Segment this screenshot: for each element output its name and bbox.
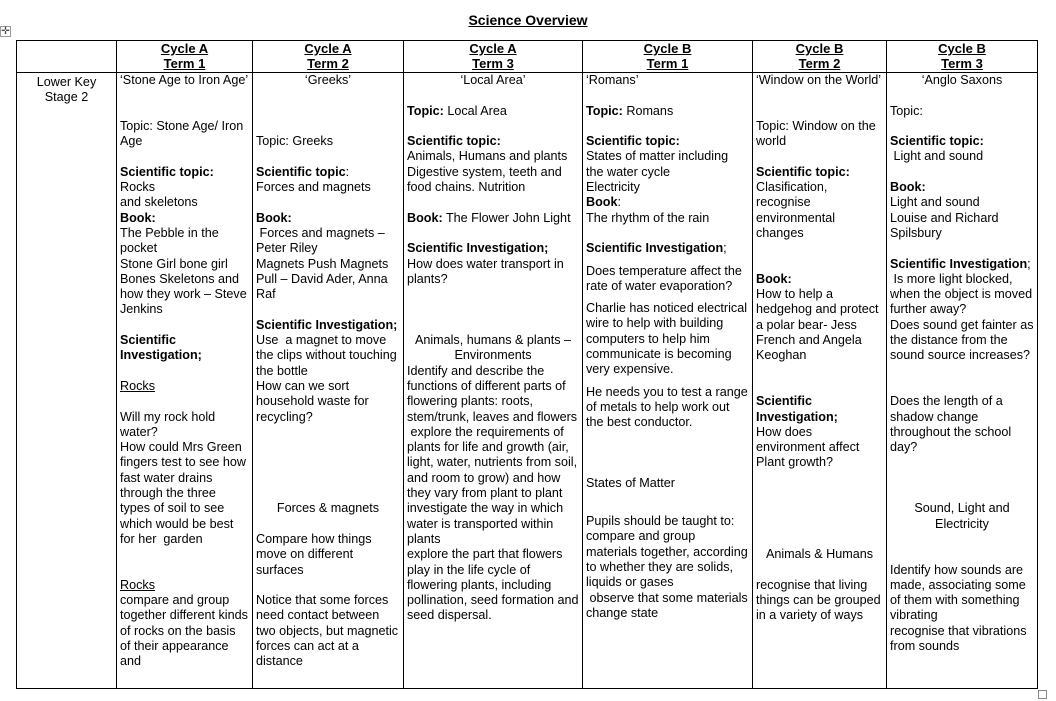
unit-subtitle: States of Matter: [586, 476, 675, 491]
investigation-question: Charlie has noticed electrical wire to help with building computers to help him communicate is becoming very expensive.: [586, 301, 751, 377]
unit-subtitle: Animals, humans & plants – Environments: [414, 333, 575, 363]
scientific-topic-label: Scientific topic:: [756, 164, 850, 179]
investigation-label: Scientific Investigation;: [407, 241, 549, 256]
objective-paragraph: Notice that some forces need contact between two objects, but magnetic forces can act at a distance: [256, 593, 402, 669]
investigation-line: Scientific Investigation;: [586, 241, 727, 256]
theme-text: ‘Greeks’: [304, 73, 352, 87]
topic-line: Topic: Romans: [586, 103, 674, 118]
header-cycle-a-term-2: Cycle A Term 2: [253, 41, 404, 73]
rocks-heading: Rocks: [120, 378, 155, 393]
topic-line: Topic: Stone Age/ Iron Age: [120, 118, 247, 149]
page-title: Science Overview: [468, 12, 588, 28]
investigation-label: Scientific Investigation;: [756, 394, 838, 424]
scientific-topic-text: Animals, Humans and plants Digestive system, teeth and food chains. Nutrition: [407, 149, 568, 195]
investigation-label: Scientific Investigation;: [120, 333, 202, 363]
scientific-topic-text: Clasification, recognise environmental changes: [756, 180, 839, 240]
investigation-question: Is more light blocked, when the object is moved further away? Does sound get fainter as the distance from the sound source increases?: [890, 271, 1034, 363]
objective-paragraph: Identify and describe the functions of different parts of flowering plants: roots, stem/trunk, leaves and flowers explore the requirements of plants for life and growth (air, light, water, nutrients from soil, and room to grow) and how they vary from plant to plant investigate the way in which water is transported within plants explore the part that flowers play in the life cycle of flowering plants, including pollination, seed formation and seed dispersal.: [407, 363, 579, 623]
unit-subtitle: Animals & Humans: [765, 547, 874, 562]
scientific-topic-label: Scientific topic:: [120, 164, 214, 179]
objective-paragraph: recognise that living things can be grouped in a variety of ways: [756, 577, 885, 623]
scientific-topic-text: Forces and magnets: [256, 180, 371, 195]
topic-label: Topic:: [890, 103, 923, 118]
header-empty-cell: [17, 41, 117, 73]
theme-text: ‘Stone Age to Iron Age’: [120, 73, 249, 87]
theme-text: ‘Window on the World’: [756, 73, 882, 87]
scientific-topic-label: Scientific topic:: [586, 134, 680, 149]
investigation-question: He needs you to test a range of metals to help work out the best conductor.: [586, 384, 752, 430]
header-cycle-a-term-1: Cycle A Term 1: [117, 41, 253, 73]
scientific-topic-line: Scientific topic:: [256, 164, 350, 179]
investigation-question: Does the length of a shadow change throughout the school day?: [890, 394, 1015, 455]
book-label: Book:: [120, 210, 156, 225]
topic-line: Topic: Greeks: [256, 134, 333, 149]
theme-text: ‘Anglo Saxons: [921, 73, 1003, 87]
book-text: The Pebble in the pocket Stone Girl bone girl Bones Skeletons and how they work – Steve Jenkins: [120, 225, 247, 317]
row-label-lower-key-stage-2: Lower Key Stage 2: [17, 73, 117, 689]
objective-paragraph: Compare how things move on different surfaces: [256, 531, 376, 577]
book-label: Book:: [756, 271, 792, 286]
topic-line: Topic: Window on the world: [756, 118, 880, 149]
book-label: Book:: [256, 210, 292, 225]
rocks-heading: Rocks: [120, 577, 155, 592]
science-overview-table: [16, 40, 1038, 689]
book-text: Light and sound Louise and Richard Spilsbury: [890, 195, 999, 240]
investigation-text: Use a magnet to move the clips without touching the bottle How can we sort household waste for recycling?: [256, 333, 397, 424]
investigation-line: Scientific Investigation;: [890, 256, 1031, 271]
table-move-handle[interactable]: ✛: [1, 26, 10, 37]
cell-cycle-a-term-2: [253, 73, 404, 689]
header-cycle-b-term-1: Cycle B Term 1: [583, 41, 753, 73]
objective-paragraph: Identify how sounds are made, associating some of them with something vibrating recognise that vibrations from sounds: [890, 562, 1027, 653]
cell-cycle-a-term-1: [117, 73, 253, 689]
objective-paragraph: Pupils should be taught to: compare and group materials together, according to whether they are solids, liquids or gases observe that some materials change state: [586, 514, 748, 620]
investigation-label: Scientific Investigation;: [256, 317, 398, 332]
table-resize-handle[interactable]: [1038, 690, 1047, 699]
cell-cycle-b-term-1: [583, 73, 753, 689]
scientific-topic-text: Rocks and skeletons: [120, 180, 198, 210]
theme-text: ‘Romans’: [586, 73, 639, 87]
learning-objective: compare and group together different kinds of rocks on the basis of their appearance and: [120, 593, 252, 669]
book-line: Book: The rhythm of the rain: [586, 195, 710, 225]
investigation-text: How does water transport in plants?: [407, 256, 568, 286]
investigation-question: Does temperature affect the rate of water evaporation?: [586, 263, 746, 293]
header-cycle-b-term-2: Cycle B Term 2: [753, 41, 887, 73]
header-row: [17, 41, 1038, 73]
book-line: Book: The Flower John Light: [407, 210, 571, 225]
investigation-questions: Will my rock hold water? How could Mrs Green fingers test to see how fast water drains through the three types of soil to see which would be best for her garden: [120, 409, 247, 546]
header-cycle-a-term-3: Cycle A Term 3: [404, 41, 583, 73]
investigation-text: How does environment affect Plant growth?: [756, 424, 863, 470]
header-cycle-b-term-3: Cycle B Term 3: [887, 41, 1038, 73]
table-row: [17, 73, 1038, 689]
scientific-topic-label: Scientific topic:: [890, 134, 984, 149]
unit-subtitle: Sound, Light and Electricity: [914, 501, 1014, 531]
cell-cycle-b-term-2: [753, 73, 887, 689]
book-label: Book:: [890, 180, 926, 195]
cell-cycle-a-term-3: [404, 73, 583, 689]
scientific-topic-label: Scientific topic:: [407, 134, 501, 149]
unit-subtitle: Forces & magnets: [276, 501, 380, 516]
cell-cycle-b-term-3: [887, 73, 1038, 689]
scientific-topic-text: States of matter including the water cycle Electricity: [586, 149, 729, 195]
theme-text: ‘Local Area’: [460, 73, 526, 87]
scientific-topic-text: Light and sound: [890, 149, 984, 164]
book-text: How to help a hedgehog and protect a polar bear- Jess French and Angela Keoghan: [756, 287, 883, 363]
topic-line: Topic: Local Area: [407, 103, 507, 118]
book-text: Forces and magnets – Peter Riley Magnets Push Magnets Pull – David Ader, Anna Raf: [256, 225, 389, 302]
